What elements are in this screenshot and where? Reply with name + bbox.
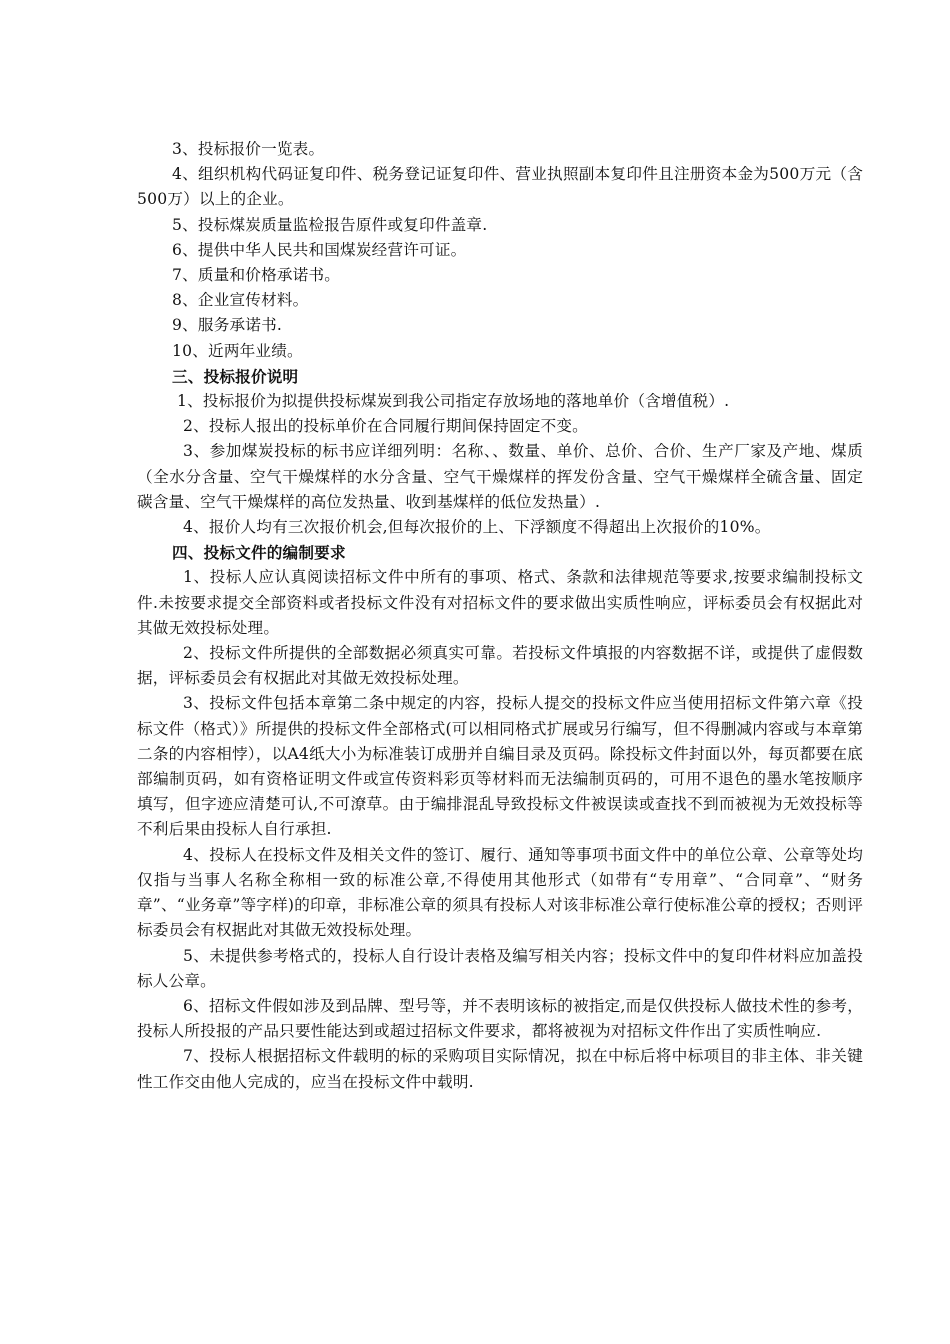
list-item: 6、招标文件假如涉及到品牌、型号等，并不表明该标的被指定,而是仅供投标人做技术性的参考，投标人所投报的产品只要性能达到或超过招标文件要求，都将被视为对招标文件作出了实质性响应. [137,996,863,1041]
list-item: 4、投标人在投标文件及相关文件的签订、履行、通知等事项书面文件中的单位公章、公章等处均仅指与当事人名称全称相一致的标准公章,不得使用其他形式（如带有“专用章”、“合同章”、“财务章”、“业务章”等字样)的印章，非标准公章的须具有投标人对该非标准公章行使标准公章的授权；否则评标委员会有权据此对其做无效投标处理。 [137,845,863,940]
list-item: 2、投标人报出的投标单价在合同履行期间保持固定不变。 [183,417,588,436]
list-item: 10、近两年业绩。 [172,341,303,360]
list-item: 1、投标报价为拟提供投标煤炭到我公司指定存放场地的落地单价（含增值税）. [177,392,730,411]
list-item: 6、提供中华人民共和国煤炭经营许可证。 [172,240,467,259]
list-item: 3、参加煤炭投标的标书应详细列明：名称、、数量、单价、总价、合价、生产厂家及产地、煤质（全水分含量、空气干燥煤样的水分含量、空气干燥煤样的挥发份含量、空气干燥煤样全硫含量、固定碳含量、空气干燥煤样的高位发热量、收到基煤样的低位发热量）. [137,442,863,511]
list-item: 1、投标人应认真阅读招标文件中所有的事项、格式、条款和法律规范等要求,按要求编制投标文件.未按要求提交全部资料或者投标文件没有对招标文件的要求做出实质性响应，评标委员会有权据此对其做无效投标处理。 [137,568,863,637]
list-item: 3、投标文件包括本章第二条中规定的内容，投标人提交的投标文件应当使用招标文件第六章《投标文件（格式）》所提供的投标文件全部格式(可以相同格式扩展或另行编写，但不得删减内容或与本章第二条的内容相悖），以A4纸大小为标准装订成册并自编目录及页码。除投标文件封面以外，每页都要在底部编制页码，如有资格证明文件或宣传资料彩页等材料而无法编制页码的，可用不退色的墨水笔按顺序填写，但字迹应清楚可认,不可潦草。由于编排混乱导致投标文件被误读或查找不到而被视为无效投标等不利后果由投标人自行承担. [137,694,863,839]
list-item: 7、质量和价格承诺书。 [172,266,341,285]
section-heading-bid-price: 三、投标报价说明 [172,366,299,386]
list-item: 5、投标煤炭质量监检报告原件或复印件盖章. [172,215,488,234]
list-item: 4、组织机构代码证复印件、税务登记证复印件、营业执照副本复印件且注册资本金为500万元（含500万）以上的企业。 [137,165,863,209]
list-item: 7、投标人根据招标文件载明的标的采购项目实际情况，拟在中标后将中标项目的非主体、非关键性工作交由他人完成的，应当在投标文件中载明. [137,1047,863,1091]
list-item: 3、投标报价一览表。 [172,140,325,158]
list-item: 4、报价人均有三次报价机会,但每次报价的上、下浮额度不得超出上次报价的10%。 [183,518,771,537]
list-item: 2、投标文件所提供的全部数据必须真实可靠。若投标文件填报的内容数据不详，或提供了虚假数据，评标委员会有权据此对其做无效投标处理。 [137,644,863,688]
list-item: 8、企业宣传材料。 [172,291,309,310]
section-heading-bid-document: 四、投标文件的编制要求 [172,543,346,563]
document-body [137,137,863,1095]
list-item: 5、未提供参考格式的，投标人自行设计表格及编写相关内容；投标文件中的复印件材料应加盖投标人公章。 [137,946,863,990]
list-item: 9、服务承诺书. [172,316,283,335]
